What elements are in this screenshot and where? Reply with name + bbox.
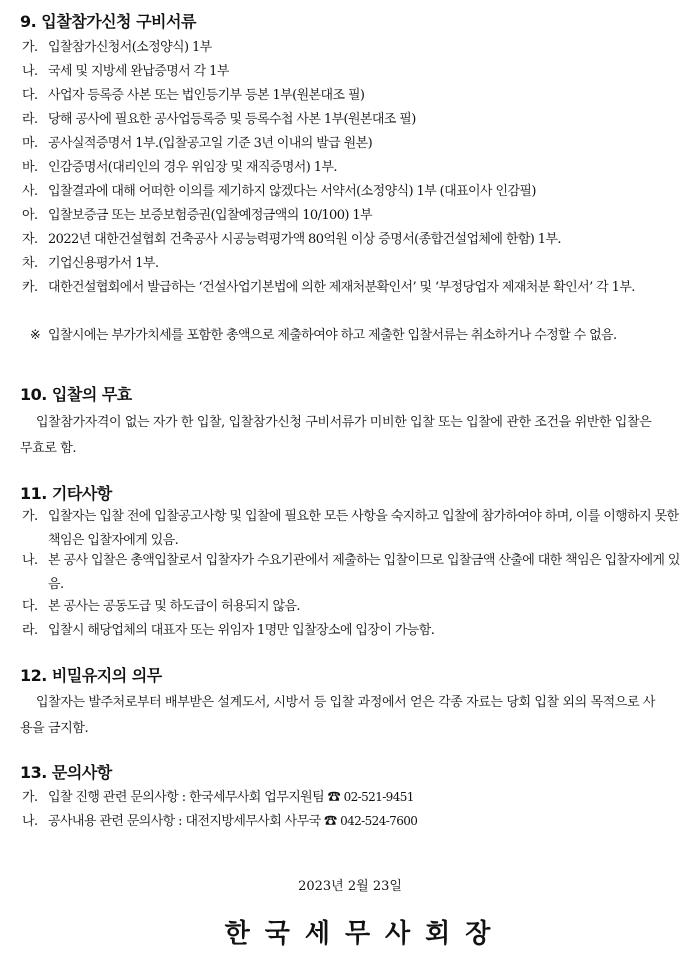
phone-number: 042-524-7600 [340,814,418,828]
telephone-icon: ☎ [327,790,341,805]
telephone-icon: ☎ [324,814,337,829]
phone-number: 02-521-9451 [343,790,414,804]
list-item: 라. 당해 공사에 필요한 공사업등록증 및 등록수첩 사본 1부(원본대조 필) [22,112,416,127]
document-date: 2023년 2월 23일 [298,879,402,894]
list-item: 나. 국세 및 지방세 완납증명서 각 1부 [22,64,229,79]
list-item: 사. 입찰결과에 대해 어떠한 이의를 제기하지 않겠다는 서약서(소정양식) 1부 (대표이사 인감필) [22,184,536,199]
section-11-title: 11. 기타사항 [20,484,112,503]
section-10-title: 10. 입찰의 무효 [20,385,132,404]
list-item: 아. 입찰보증금 또는 보증보험증권(입찰예정금액의 10/100) 1부 [22,208,372,223]
list-item: 라. 입찰시 해당업체의 대표자 또는 위임자 1명만 입찰장소에 입장이 가능함. [22,623,435,638]
list-item: 다. 사업자 등록증 사본 또는 법인등기부 등본 1부(원본대조 필) [22,88,365,103]
contact-item: 나. 공사내용 관련 문의사항 : 대전지방세무사회 사무국 ☎ 042-524-7600 [22,814,418,829]
organization-name: 한국세무사회장 [224,919,506,949]
list-item: 마. 공사실적증명서 1부.(입찰공고일 기준 3년 이내의 발급 원본) [22,136,373,151]
section-9-title: 9. 입찰참가신청 구비서류 [20,12,196,31]
list-item: 차. 기업신용평가서 1부. [22,256,159,271]
note-item: ※ 입찰시에는 부가가치세를 포함한 총액으로 제출하여야 하고 제출한 입찰서류는 취소하거나 수정할 수 없음. [22,324,688,348]
list-item: 가. 입찰참가신청서(소정양식) 1부 [22,40,212,55]
note-mark: ※ [29,328,41,343]
section-10-text: 입찰참가자격이 없는 자가 한 입찰, 입찰참가신청 구비서류가 미비한 입찰 또는 입찰에 관한 조건을 위반한 입찰은 무효로 함. [20,415,652,456]
list-item: 바. 인감증명서(대리인의 경우 위임장 및 재직증명서) 1부. [22,160,337,175]
section-12-text: 입찰자는 발주처로부터 배부받은 설계도서, 시방서 등 입찰 과정에서 얻은 각종 자료는 당회 입찰 외의 목적으로 사용을 금지함. [20,695,655,736]
list-item: 카. 대한건설협회에서 발급하는 ‘건설사업기본법에 의한 제재처분확인서’ 및 ‘부정당업자 제재처분 확인서’ 각 1부. [22,280,635,295]
list-item: 가. 입찰자는 입찰 전에 입찰공고사항 및 입찰에 필요한 모든 사항을 숙지하고 입찰에 참가하여야 하며, 이를 이행하지 못한 책임은 입찰자에게 있음. [22,509,679,548]
list-item: 나. 본 공사 입찰은 총액입찰로서 입찰자가 수요기관에서 제출하는 입찰이므로 입찰금액 산출에 대한 책임은 입찰자에게 있음. [22,553,680,592]
section-13-title: 13. 문의사항 [20,763,112,782]
contact-item: 가. 입찰 진행 관련 문의사항 : 한국세무사회 업무지원팀 ☎ 02-521-9451 [22,790,414,805]
list-item: 자. 2022년 대한건설협회 건축공사 시공능력평가액 80억원 이상 증명서(종합건설업체에 한함) 1부. [22,232,561,247]
section-12-title: 12. 비밀유지의 의무 [20,666,162,685]
list-item: 다. 본 공사는 공동도급 및 하도급이 허용되지 않음. [22,599,300,614]
